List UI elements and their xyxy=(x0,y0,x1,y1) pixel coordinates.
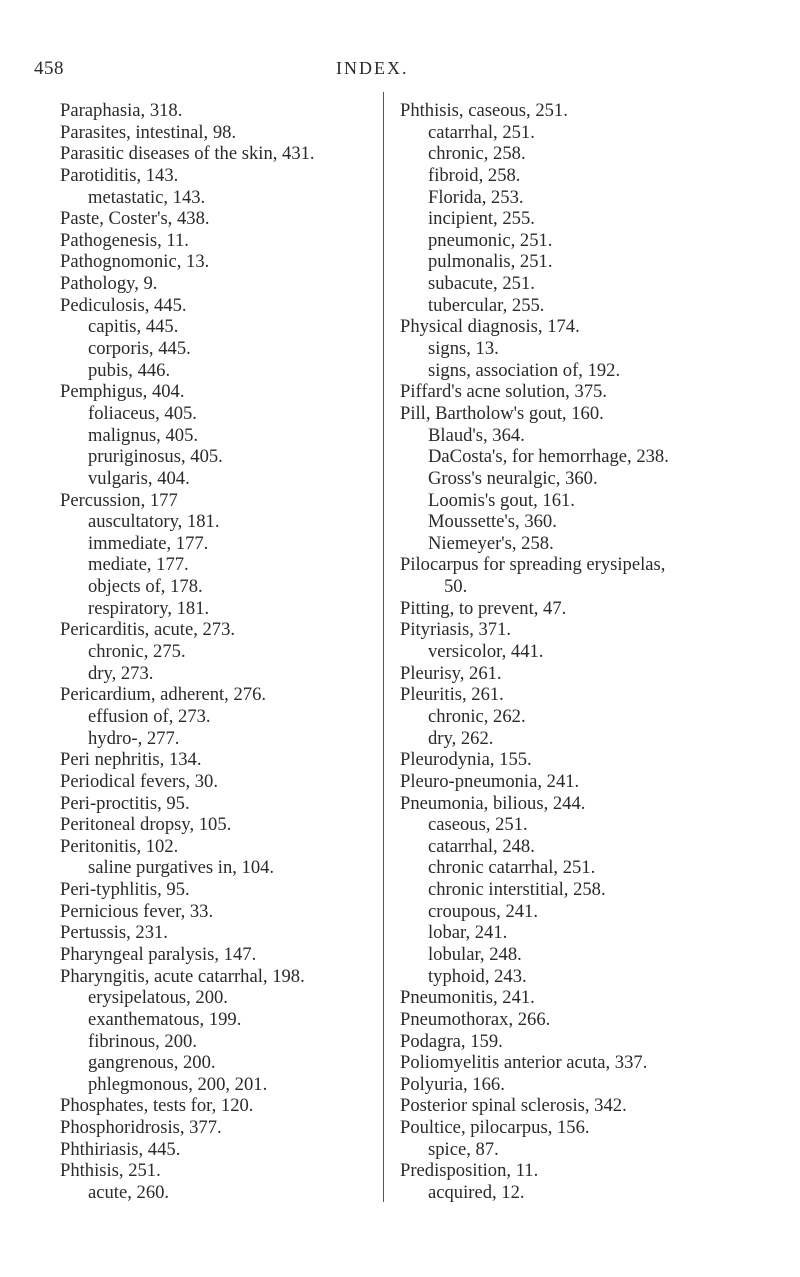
index-entry: Poliomyelitis anterior acuta, 337. xyxy=(400,1052,648,1074)
index-entry: Paste, Coster's, 438. xyxy=(60,208,210,230)
index-entry: Piffard's acne solution, 375. xyxy=(400,381,607,403)
index-entry: Parasites, intestinal, 98. xyxy=(60,121,237,143)
index-subentry: mediate, 177. xyxy=(88,554,189,576)
index-subentry: acute, 260. xyxy=(88,1182,170,1204)
index-entry: Parotiditis, 143. xyxy=(60,164,179,186)
index-entry: Pericardium, adherent, 276. xyxy=(60,684,267,706)
index-entry: Parasitic diseases of the skin, 431. xyxy=(60,143,315,165)
index-subentry: catarrhal, 248. xyxy=(428,835,535,857)
index-subentry: 50. xyxy=(444,576,468,598)
index-subentry: auscultatory, 181. xyxy=(88,511,220,533)
index-subentry: immediate, 177. xyxy=(88,532,209,554)
index-entry: Peri-proctitis, 95. xyxy=(60,792,190,814)
index-subentry: erysipelatous, 200. xyxy=(88,987,228,1009)
index-entry: Paraphasia, 318. xyxy=(60,100,183,121)
index-subentry: phlegmonous, 200, 201. xyxy=(88,1073,268,1095)
index-entry: Predisposition, 11. xyxy=(400,1160,539,1182)
index-entry: Posterior spinal sclerosis, 342. xyxy=(400,1095,627,1117)
index-subentry: catarrhal, 251. xyxy=(428,121,535,143)
index-column-left xyxy=(60,100,370,1204)
index-subentry: chronic interstitial, 258. xyxy=(428,879,606,901)
page-header xyxy=(0,58,800,88)
index-entry: Pharyngeal paralysis, 147. xyxy=(60,943,257,965)
index-entry: Pleuritis, 261. xyxy=(400,684,504,706)
index-subentry: typhoid, 243. xyxy=(428,965,527,987)
index-subentry: acquired, 12. xyxy=(428,1182,525,1204)
index-entry: Pemphigus, 404. xyxy=(60,381,185,403)
index-subentry: gangrenous, 200. xyxy=(88,1052,216,1074)
index-subentry: chronic, 262. xyxy=(428,705,526,727)
index-entry: Phosphoridrosis, 377. xyxy=(60,1117,222,1139)
index-subentry: chronic, 275. xyxy=(88,641,186,663)
index-entry: Phosphates, tests for, 120. xyxy=(60,1095,254,1117)
index-subentry: Moussette's, 360. xyxy=(428,511,557,533)
index-subentry: lobular, 248. xyxy=(428,943,522,965)
index-entry: Pathognomonic, 13. xyxy=(60,251,210,273)
index-entry: Poultice, pilocarpus, 156. xyxy=(400,1117,590,1139)
index-subentry: chronic, 258. xyxy=(428,143,526,165)
index-entry: Physical diagnosis, 174. xyxy=(400,316,580,338)
index-entry: Pitting, to prevent, 47. xyxy=(400,597,567,619)
index-entry: Periodical fevers, 30. xyxy=(60,770,218,792)
index-entry: Polyuria, 166. xyxy=(400,1073,505,1095)
index-entry: Phthiriasis, 445. xyxy=(60,1138,181,1160)
index-subentry: croupous, 241. xyxy=(428,900,539,922)
index-subentry: hydro-, 277. xyxy=(88,727,180,749)
index-entry: Pleuro-pneumonia, 241. xyxy=(400,770,580,792)
index-subentry: chronic catarrhal, 251. xyxy=(428,857,596,879)
index-entry: Podagra, 159. xyxy=(400,1030,503,1052)
index-subentry: dry, 273. xyxy=(88,662,154,684)
index-subentry: capitis, 445. xyxy=(88,316,179,338)
index-entry: Pleurodynia, 155. xyxy=(400,749,532,771)
index-entry: Peritoneal dropsy, 105. xyxy=(60,814,232,836)
page-number: 458 xyxy=(34,58,64,79)
index-subentry: tubercular, 255. xyxy=(428,294,545,316)
index-entry: Pleurisy, 261. xyxy=(400,662,502,684)
index-entry: Pityriasis, 371. xyxy=(400,619,512,641)
index-subentry: Florida, 253. xyxy=(428,186,524,208)
index-entry: Pneumonitis, 241. xyxy=(400,987,535,1009)
index-entry: Phthisis, caseous, 251. xyxy=(400,100,568,121)
index-entry: Pathology, 9. xyxy=(60,273,158,295)
index-entry: Pharyngitis, acute catarrhal, 198. xyxy=(60,965,305,987)
index-entry: Pertussis, 231. xyxy=(60,922,168,944)
index-subentry: signs, association of, 192. xyxy=(428,359,621,381)
index-subentry: pubis, 446. xyxy=(88,359,171,381)
index-subentry: pulmonalis, 251. xyxy=(428,251,553,273)
index-subentry: corporis, 445. xyxy=(88,338,191,360)
index-entry: Peri-typhlitis, 95. xyxy=(60,879,190,901)
index-subentry: objects of, 178. xyxy=(88,576,203,598)
index-subentry: vulgaris, 404. xyxy=(88,467,190,489)
index-subentry: Blaud's, 364. xyxy=(428,424,525,446)
index-entry: Pernicious fever, 33. xyxy=(60,900,214,922)
index-subentry: malignus, 405. xyxy=(88,424,199,446)
index-subentry: effusion of, 273. xyxy=(88,705,211,727)
index-entry: Pneumonia, bilious, 244. xyxy=(400,792,586,814)
index-subentry: lobar, 241. xyxy=(428,922,508,944)
index-subentry: pneumonic, 251. xyxy=(428,229,553,251)
index-entry: Pericarditis, acute, 273. xyxy=(60,619,236,641)
index-subentry: subacute, 251. xyxy=(428,273,535,295)
index-subentry: dry, 262. xyxy=(428,727,494,749)
index-subentry: respiratory, 181. xyxy=(88,597,210,619)
index-entry: Pediculosis, 445. xyxy=(60,294,187,316)
column-divider xyxy=(383,92,384,1202)
index-subentry: Gross's neuralgic, 360. xyxy=(428,467,598,489)
index-subentry: incipient, 255. xyxy=(428,208,535,230)
index-entry: Pilocarpus for spreading erysipelas, xyxy=(400,554,666,576)
index-subentry: Niemeyer's, 258. xyxy=(428,532,554,554)
index-subentry: Loomis's gout, 161. xyxy=(428,489,575,511)
index-subentry: caseous, 251. xyxy=(428,814,528,836)
index-subentry: signs, 13. xyxy=(428,338,499,360)
index-entry: Pill, Bartholow's gout, 160. xyxy=(400,402,604,424)
index-subentry: saline purgatives in, 104. xyxy=(88,857,275,879)
index-entry: Percussion, 177 xyxy=(60,489,178,511)
index-entry: Peri nephritis, 134. xyxy=(60,749,202,771)
index-column-right xyxy=(400,100,788,1204)
index-entry: Phthisis, 251. xyxy=(60,1160,161,1182)
index-subentry: versicolor, 441. xyxy=(428,641,544,663)
running-head: INDEX. xyxy=(336,58,409,78)
index-subentry: fibrinous, 200. xyxy=(88,1030,197,1052)
index-subentry: DaCosta's, for hemorrhage, 238. xyxy=(428,446,669,468)
index-subentry: fibroid, 258. xyxy=(428,164,521,186)
index-subentry: spice, 87. xyxy=(428,1138,499,1160)
index-subentry: metastatic, 143. xyxy=(88,186,206,208)
index-entry: Pneumothorax, 266. xyxy=(400,1008,551,1030)
index-entry: Pathogenesis, 11. xyxy=(60,229,189,251)
index-subentry: foliaceus, 405. xyxy=(88,402,197,424)
index-subentry: exanthematous, 199. xyxy=(88,1008,242,1030)
index-entry: Peritonitis, 102. xyxy=(60,835,179,857)
index-subentry: pruriginosus, 405. xyxy=(88,446,223,468)
